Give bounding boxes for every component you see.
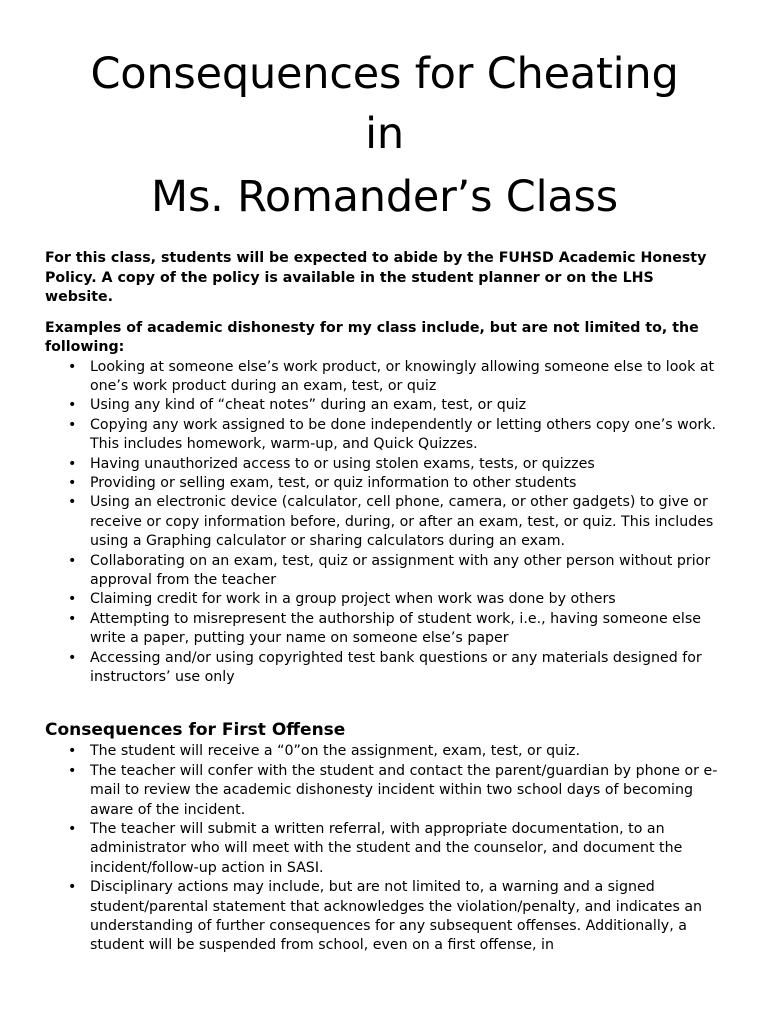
list-item [45,649,724,688]
list-item [45,878,724,956]
bullet-icon: • [68,821,77,838]
list-item [45,493,724,551]
bullet-icon: • [68,474,77,491]
list-item [45,552,724,591]
list-item [45,396,724,415]
intro-paragraph: For this class, students will be expected to abide by the FUHSD Academic Honesty Policy. A copy of the policy is available in the student planner or on the LHS website. [45,250,707,305]
list-item-text: Using any kind of “cheat notes” during an exam, test, or quiz [90,397,527,414]
list-item-text: Accessing and/or using copyrighted test bank questions or any materials designed for instructors’ use only [90,649,702,685]
first-offense-list [45,742,724,955]
list-item [45,610,724,649]
bullet-icon: • [68,397,77,414]
bullet-icon: • [68,591,77,608]
list-item-text: The student will receive a “0”on the assignment, exam, test, or quiz. [90,743,580,760]
bullet-icon: • [68,743,77,760]
bullet-icon: • [68,610,77,627]
list-item-text: Attempting to misrepresent the authorship of student work, i.e., having someone else write a paper, putting your name on someone else’s paper [90,610,701,647]
list-item-text: Claiming credit for work in a group project when work was done by others [90,591,616,608]
bullet-icon: • [68,358,77,375]
list-item [45,358,724,397]
list-item-text: Looking at someone else’s work product, or knowingly allowing someone else to look at one’s work product during an exam, test, or quiz [90,358,715,394]
list-item [45,416,724,455]
list-item [45,455,724,474]
list-item [45,762,724,820]
bullet-icon: • [68,552,77,569]
examples-list [45,358,724,688]
list-item [45,742,724,761]
list-item [45,474,724,493]
list-item-text: Using an electronic device (calculator, cell phone, camera, or other gadgets) to give or receive or copy information before, during, or after an exam, test, or quiz. This includes using a Graphing calculator or sharing calculators during an exam. [90,494,714,550]
examples-intro: Examples of academic dishonesty for my class include, but are not limited to, the following: [45,319,699,355]
bullet-icon: • [68,762,77,779]
list-item-text: Copying any work assigned to be done independently or letting others copy one’s work. This includes homework, warm-up, and Quick Quizzes. [90,416,716,453]
list-item-text: Collaborating on an exam, test, quiz or assignment with any other person without prior approval from the teacher [90,552,711,588]
bullet-icon: • [68,455,77,472]
bullet-icon: • [68,416,77,433]
list-item-text: Having unauthorized access to or using stolen exams, tests, or quizzes [90,455,595,472]
list-item-text: Providing or selling exam, test, or quiz information to other students [90,474,577,491]
title-line-2: in [365,109,404,159]
page-title [45,44,724,227]
bullet-icon: • [68,494,77,511]
list-item [45,820,724,878]
bullet-icon: • [68,879,77,896]
title-line-3: Ms. Romander’s Class [151,172,618,222]
bullet-icon: • [68,649,77,666]
list-item [45,590,724,609]
list-item-text: Disciplinary actions may include, but are not limited to, a warning and a signed student/parental statement that acknowledges the violation/penalty, and indicates an understanding of further consequences for any subsequent offenses. Additionally, a student will be suspended from school, even on a first offense, in [90,879,703,954]
first-offense-heading: Consequences for First Offense [45,720,346,741]
title-line-1: Consequences for Cheating [90,49,679,99]
list-item-text: The teacher will submit a written referral, with appropriate documentation, to an administrator who will meet with the student and the counselor, and document the incident/follow-up action in SASI. [90,821,683,876]
list-item-text: The teacher will confer with the student and contact the parent/guardian by phone or e-mail to review the academic dishonesty incident within two school days of becoming aware of the incident. [90,762,718,818]
